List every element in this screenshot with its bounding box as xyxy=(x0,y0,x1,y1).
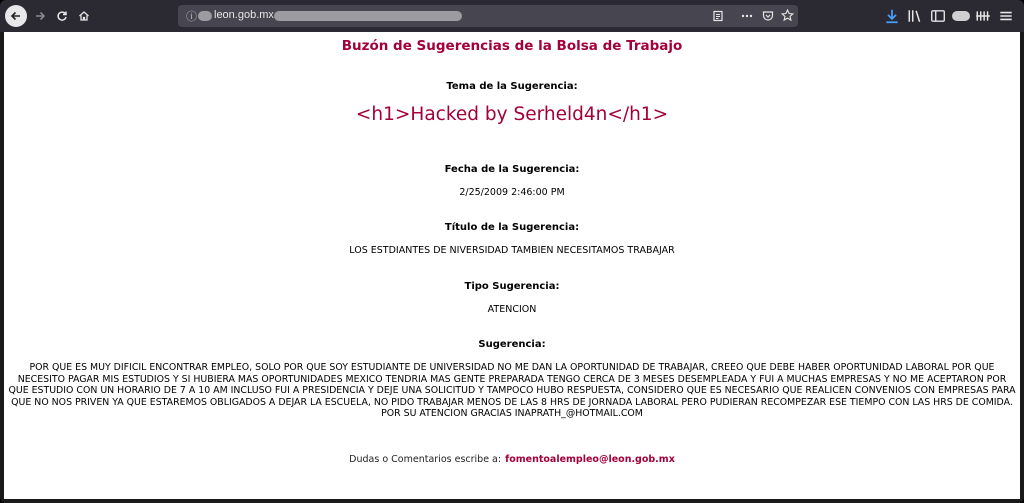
tema-value: <h1>Hacked by Serheld4n</h1> xyxy=(355,104,669,125)
forward-arrow-icon xyxy=(34,10,46,22)
home-icon xyxy=(78,10,90,22)
tipo-value: ATENCION xyxy=(487,304,537,315)
site-identity-icon xyxy=(198,11,212,21)
titulo-value: LOS ESTDIANTES DE NIVERSIDAD TAMBIEN NECESITAMOS TRABAJAR xyxy=(349,245,675,256)
footer xyxy=(4,454,1020,465)
fecha-value: 2/25/2009 2:46:00 PM xyxy=(459,187,565,198)
back-arrow-icon xyxy=(10,10,22,22)
pocket-icon[interactable] xyxy=(762,10,774,22)
reload-icon xyxy=(56,10,68,22)
footer-text: Dudas o Comentarios escribe a: xyxy=(349,454,502,465)
page-title: Buzón de Sugerencias de la Bolsa de Trabajo xyxy=(341,38,683,54)
toggle-extension-icon[interactable] xyxy=(952,11,970,21)
page-actions-icon[interactable] xyxy=(740,10,754,22)
sugerencia-value: POR QUE ES MUY DIFICIL ENCONTRAR EMPLEO, SOLO POR QUE SOY ESTUDIANTE DE UNIVERSIDAD NO ME DAN LA OPORTUNIDAD DE TRABAJAR, CREEO QUE DEBE HABER OPORTUNIDAD LABORAL POR QUE NECESITO PAGAR MIS ESTUDIOS Y SI HUBIERA MAS OPORTUNIDADES MEXICO TENDRIA MAS GENTE PREPARADA TENGO CERCA DE 3 MESES DESEMPLEADA Y FUI A MUCHAS EMPRESAS Y NO ME ACEPTARON POR QUE ESTUDIO CON UN HORARIO DE 7 A 10 AM INCLUSO FUI A PRESIDENCIA Y DEJE UNA SOLICITUD Y TAMPOCO HUBO RESPUESTA, CONSIDERO QUE ES NECESARIO QUE REALICEN CONVENIOS CON EMPRESAS PARA QUE NO NOS PRIVEN YA QUE ESTAREMOS OBLIGADOS A DEJAR LA ESCUELA, NO PIDO TRABAJAR MENOS DE LAS 8 HRS DE JORNADA LABORAL PERO PUDIERAN RECOMPEZAR ESE TIEMPO CON LAS HRS DE COMIDA. POR SU ATENCION GRACIAS INAPRATH_@HOTMAIL.COM xyxy=(8,362,1016,420)
home-button[interactable] xyxy=(73,5,95,27)
tipo-label: Tipo Sugerencia: xyxy=(464,281,560,292)
extension-grid-icon[interactable] xyxy=(975,8,991,24)
downloads-icon[interactable] xyxy=(884,8,900,24)
bookmark-star-icon[interactable] xyxy=(781,9,794,22)
tema-label: Tema de la Sugerencia: xyxy=(446,81,578,92)
sidebar-icon[interactable] xyxy=(930,8,946,24)
footer-email-link[interactable]: fomentoalempleo@leon.gob.mx xyxy=(505,454,675,465)
menu-icon[interactable] xyxy=(998,8,1014,24)
library-icon[interactable] xyxy=(907,8,923,24)
reload-button[interactable] xyxy=(51,5,73,27)
fecha-label: Fecha de la Sugerencia: xyxy=(444,164,580,175)
page-content xyxy=(4,32,1020,499)
titulo-label: Título de la Sugerencia: xyxy=(444,222,580,233)
back-button[interactable] xyxy=(5,5,27,27)
info-icon[interactable]: ⓘ xyxy=(186,10,197,23)
sugerencia-label: Sugerencia: xyxy=(478,339,546,350)
url-host: leon.gob.mx xyxy=(214,9,274,21)
address-bar[interactable] xyxy=(178,5,798,27)
url-path-redacted xyxy=(274,11,462,21)
reader-view-icon[interactable] xyxy=(712,10,724,22)
browser-toolbar xyxy=(0,0,1024,32)
forward-button[interactable] xyxy=(29,5,51,27)
